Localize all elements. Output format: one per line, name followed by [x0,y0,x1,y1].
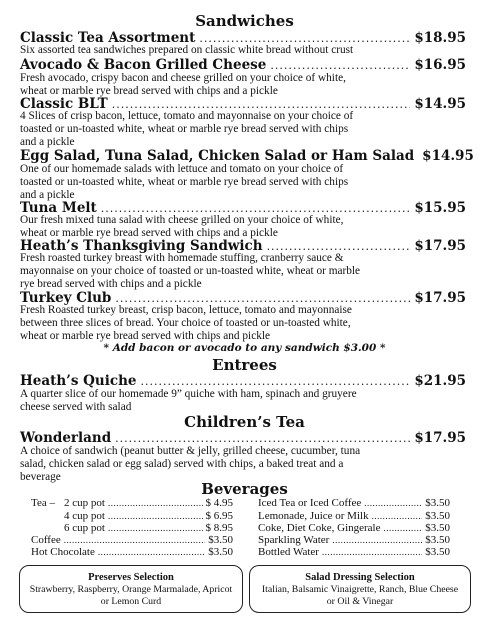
description-line: Fresh avocado, crispy bacon and cheese grilled on your choice of white, [20,72,346,84]
beverage-price: $3.50 [425,510,450,522]
description-line: Fresh Roasted turkey breast, crisp bacon, lettuce, tomato and mayonnaise [20,304,352,316]
beverage-name: Bottled Water [258,546,319,558]
description-line: and a pickle [20,189,75,202]
item-description [20,72,470,98]
description-line: One of our homemade salads with lettuce and tomato on your choice of [20,163,344,175]
item-description [20,445,470,485]
beverage-price: $3.50 [425,546,450,558]
box-title: Preserves Selection [88,572,174,583]
description-line: Fresh roasted turkey breast with homemade stuffing, cranberry sauce & [20,252,344,264]
section-title-beverages: Beverages [201,480,288,498]
item-price: $17.95 [414,238,466,254]
item-description [20,214,470,240]
item-price: $14.95 [422,148,474,164]
salad-dressing-selection-box [249,565,471,613]
section-title-childrens-tea: Children’s Tea [184,413,305,431]
beverage-price: $3.50 [208,546,233,558]
description-line: between three slices of bread. Your choice of toasted or un-toasted white, [20,317,351,330]
item-price: $17.95 [414,430,466,446]
beverage-name: Coffee [31,534,61,546]
menu-item-heaths-quiche [20,373,466,389]
description-line: cheese served with salad [20,401,132,414]
item-price: $16.95 [414,57,466,73]
box-line: Italian, Balsamic Vinaigrette, Ranch, Blue Cheese [261,584,459,595]
item-description [20,304,470,344]
beverage-price: $ 6.95 [205,510,233,522]
dot-leader [98,546,205,558]
dot-leader [64,534,206,546]
beverage-name: Sparkling Water [258,534,330,546]
beverage-row [258,546,450,558]
description-line: Our fresh mixed tuna salad with cheese grilled on your choice of white, [20,214,344,226]
item-name: Tuna Melt [20,200,97,216]
box-title: Salad Dressing Selection [305,572,415,583]
item-price: $17.95 [414,290,466,306]
item-name: Egg Salad, Tuna Salad, Chicken Salad or Ham Salad [20,148,415,164]
box-line: Strawberry, Raspberry, Orange Marmalade, Apricot [29,584,233,595]
item-description [20,252,470,292]
description-line: wheat or marble rye bread served with chips and a pickle [20,227,278,240]
beverage-price: $ 8.95 [205,522,233,534]
description-line: salad, chicken salad or egg salad) served with chips, a baked treat and a [20,458,344,471]
dot-leader [108,522,203,534]
beverage-price: $3.50 [425,534,450,546]
beverage-row [64,510,233,522]
beverage-name: Coke, Diet Coke, Gingerale [258,522,381,534]
description-line: toasted or un-toasted white, wheat or marble rye bread served with chips [20,176,349,189]
item-name: Classic Tea Assortment [20,30,196,46]
beverage-row [31,534,233,546]
item-name: Heath’s Thanksgiving Sandwich [20,238,263,254]
beverage-price: $3.50 [208,534,233,546]
item-name: Wonderland [20,430,112,446]
beverage-row [31,497,233,509]
dot-leader [108,510,203,522]
item-price: $21.95 [414,373,466,389]
item-name: Heath’s Quiche [20,373,137,389]
beverage-price: $3.50 [425,497,450,509]
description-line: wheat or marble rye bread served with chips and a pickle [20,85,278,98]
description-line: mayonnaise on your choice of toasted or un-toasted white, wheat or marble [20,265,361,278]
dot-leader [372,510,423,522]
item-price: $18.95 [414,30,466,46]
beverage-prefix: Tea – [31,497,55,509]
beverage-price: $3.50 [425,522,450,534]
beverage-name: Hot Chocolate [31,546,95,558]
item-price: $14.95 [414,96,466,112]
dot-leader [332,534,422,546]
beverage-row [258,522,450,534]
menu-item-avocado-bacon-grilled-cheese [20,57,466,73]
description-line: wheat or marble rye bread served with chips and pickle [20,330,271,343]
description-line: beverage [20,471,61,484]
beverage-row [64,522,233,534]
item-description [20,163,470,203]
description-line: A choice of sandwich (peanut butter & jelly, grilled cheese, cucumber, tuna [20,445,361,457]
beverage-name: Iced Tea or Iced Coffee [258,497,362,509]
menu-item-wonderland [20,430,466,446]
description-line: rye bread served with chips and a pickle [20,278,202,291]
item-description [20,44,470,57]
menu-item-salad-sandwiches [20,148,474,164]
beverage-name: 2 cup pot [64,497,105,509]
beverage-row [258,534,450,546]
description-line: Six assorted tea sandwiches prepared on classic white bread without crust [20,44,354,56]
sandwich-addon-note: * Add bacon or avocado to any sandwich $3.00 * [103,342,386,354]
beverage-row [258,497,450,509]
section-title-sandwiches: Sandwiches [195,12,294,30]
dot-leader [108,497,203,509]
dot-leader [364,497,422,509]
beverage-name: 6 cup pot [64,522,105,534]
section-title-entrees: Entrees [212,356,277,374]
dot-leader [384,522,423,534]
beverage-name: 4 cup pot [64,510,105,522]
beverage-name: Lemonade, Juice or Milk [258,510,369,522]
beverage-price: $ 4.95 [205,497,233,509]
item-name: Classic BLT [20,96,108,112]
box-line: or Oil & Vinegar [326,596,394,607]
item-description [20,110,470,150]
item-name: Avocado & Bacon Grilled Cheese [20,57,267,73]
item-name: Turkey Club [20,290,112,306]
description-line: 4 Slices of crisp bacon, lettuce, tomato and mayonnaise on your choice of [20,110,354,122]
description-line: A quarter slice of our homemade 9” quiche with ham, spinach and gruyere [20,388,357,400]
item-price: $15.95 [414,200,466,216]
item-description [20,388,470,414]
preserves-selection-box [19,565,243,613]
description-line: toasted or un-toasted white, wheat or marble rye bread served with chips [20,123,349,136]
description-line: and a pickle [20,136,75,149]
dot-leader [322,546,422,558]
beverage-row [258,510,450,522]
beverage-row [31,546,233,558]
box-line: or Lemon Curd [100,596,162,607]
